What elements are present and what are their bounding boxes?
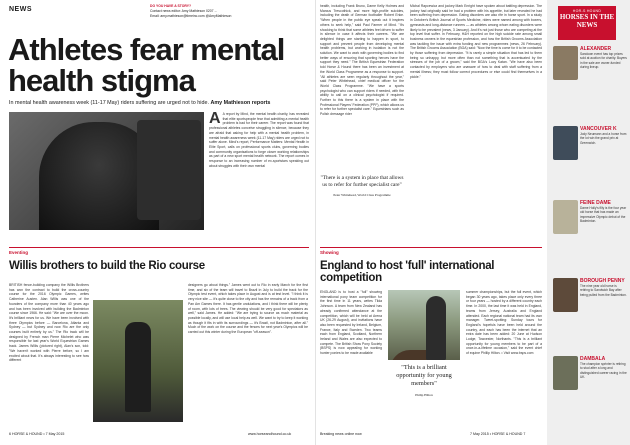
photo-rider bbox=[426, 296, 446, 360]
showing-quote-attribution: Philip Hilton bbox=[415, 393, 433, 397]
sidebar-item-title: VANCOUVER K bbox=[580, 126, 617, 132]
sidebar-item-text: The champion sprinter is retiring to stud after a long and distinguished career racing in the UK. bbox=[580, 362, 627, 379]
standfirst bbox=[9, 100, 309, 106]
photo-figure bbox=[125, 322, 151, 412]
sidebar-item-title: FEINE DAME bbox=[580, 200, 611, 206]
sidebar-thumb bbox=[553, 46, 578, 80]
showing-quote bbox=[388, 364, 460, 399]
folio-left: 6 HORSE & HOUND • 7 May 2015 bbox=[9, 432, 65, 436]
folio-url: www.horseandhound.co.uk bbox=[248, 432, 292, 436]
sidebar-item-title: ALEXANDER bbox=[580, 46, 612, 52]
pull-quote bbox=[320, 175, 404, 199]
sidebar-thumb bbox=[553, 278, 578, 312]
sidebar-item bbox=[553, 126, 627, 160]
brand-title: HORSES IN THE NEWS bbox=[559, 13, 615, 29]
section-label: Eventing bbox=[9, 250, 29, 255]
standfirst-text: In mental health awareness week (11-17 May) riders suffering are urged not to hide. bbox=[9, 100, 209, 106]
main-article-col2: health, including Frank Bruno, Dame Kelly Holmes and Marcus Trescothick, and more high-profile suicides, including the death of German footballer Robert Enke. "When people in the public eye speak out it inspires others to seek help," said Paul Farmer of Mind. "It's shocking to think that some athletes feel driven to suffer in silence in case it affects their careers. "We are delighted things are starting to happen in sport, to support and prevent people from developing mental health problems, but working in isolation is not the solution. We want to work with governing bodies to find better ways of ensuring that sporting heroes have the support they need." The British Equestrian Federation told Horse & Hound there has been an investment at the World Class Programme as a response to support. "All athletes are seen regularly throughout the year," said Peter Whitehead, chief medical officer for the World Class Programme. "We have a sports psychologist who can support riders if needed, with the ability to call on a clinical psychologist if required. Further to this there is a system in place with the Professional Players' Federation (PPF), which allows us to refer for further specialist care." Equestrians such as Polish dressage rider bbox=[320, 4, 404, 117]
sidebar-item-text: The nine year old horse is retiring to Sandwich Bay after being pulled from the Badminton. bbox=[580, 284, 627, 297]
showing-quote-text: "This is a brilliant opportunity for young members" bbox=[396, 364, 452, 387]
sidebar-thumb bbox=[553, 356, 578, 390]
contact-box bbox=[150, 4, 231, 19]
main-article-col1: A A report by Mind, the mental health charity, has revealed that elite sportspeople fear that admitting a mental health problem is bad for their career. The report was found that professional athletes conceive struggling in silence, because they are afraid that asking for help with a mental health problem, in mental health awareness week (11-17 May) riders are urged not to suffer alone. Mind's report, Performance Matters: Mental Health in Elite Sport, calls on professional sports clubs, governing bodies and community organisations to forge closer working relationships as part of a new sport mental health network. The report comes in response to an increasing number of ex-sportstars speaking out about struggles with their own mental bbox=[209, 112, 309, 168]
showing-col1: ENGLAND is to host a "full" showing international pony team competition for the first time in 11 years, writes Tilda Johnson. A team from New Zealand has already confirmed attendance at the competition, which will be held at Arena UK (26-29 August), and invitations have also been requested by Ireland, Belgium, France, Italy and Sweden. Two teams each from England, Scotland, Northern Ireland and Wales are also expected to compete. The British Show Pony Society (BSPS) is now appealing for working hunter ponies to be made available bbox=[320, 290, 382, 356]
pull-quote-attribution: Peter Whitehead, World Class Programme bbox=[333, 193, 391, 197]
byline: Amy Mathieson reports bbox=[210, 100, 271, 106]
contact-email: Email: amy.mathieson@timeinc.com @AmyMathieson bbox=[150, 14, 232, 18]
brand-box bbox=[558, 6, 616, 40]
section-rule-right bbox=[320, 247, 542, 248]
dropcap: A bbox=[209, 112, 221, 127]
photo-hat-shadow bbox=[137, 120, 201, 220]
showing-col3: summer championships, but the full event, which began 30 years ago, takes place only every three or four years — hosted by a different country each time. In 2000, the last time it was held in England, teams from Jersey, Australia and England attended. Each regional national team had its own manager. Tweet-spotting: Sunday tours for England's hopefuls have been held around the country, and each has been the internet that an extra date has been added: 20 June at Hudson Lodge, Towcester, Northants. "This is a brilliant opportunity for young members to be part of a once-in-a-lifetime occasion," said the event chief of equine Phillip Hilton. • Visit www.bsps.com bbox=[466, 290, 542, 356]
sidebar-item bbox=[553, 356, 627, 390]
contact-heading: DO YOU HAVE A STORY? bbox=[150, 4, 192, 8]
showing-headline: England to host 'full' international competition bbox=[320, 260, 495, 284]
folio-right-left: Breaking news online now bbox=[320, 432, 362, 436]
brand-small: HOR-S HOUND bbox=[572, 9, 602, 13]
folio-right-page: 7 May 2015 • HORSE & HOUND 7 bbox=[470, 432, 526, 436]
section-rule bbox=[9, 247, 309, 248]
lead-photo bbox=[9, 112, 204, 230]
sidebar-item-text: Dame Holly's filly is the four year old horse that has made an impressive Olympic debut of the Badminton. bbox=[580, 206, 627, 223]
sidebar-item bbox=[553, 200, 627, 234]
sidebar-thumb bbox=[553, 126, 578, 160]
main-article-col3: Michal Rapcewicz and jockey Mark Enright have spoken about battling depression. The jockey had originally said he had a problem with his appetite, but later revealed he had been suffering from depression. Eating disorders are also rife in horse sport. In a study in October's British Journal of Sports Medicine, riders were named among with boxers, gymnasts and long-distance runners — as athletes among whom eating disorders were likely to be prevalent (news, 3 January). And it's not just those who are competing at the top level that suffer. In February, H&H reported on the high suicide rate among small business owners in the equestrian profession, and how the British Grooms Association was tackling the issue with extra funding and new programmes (news, 26 February). The British Grooms Association (BGA) said: "Now the time is come for it to be contacted by those suffering from depression. "It is rarely a simple situation that has led to them being so unhappy, but more often than not something that is accentuated by the stresses of the job of a groom," said the BGA's Lucy Katan. "We have also been contacted by employers who are unaware of how to deal with staff suffering from a mental illness; they must follow correct procedures or else could find themselves in a pickle." bbox=[410, 4, 542, 79]
sidebar-item-title: BOROUGH PENNY bbox=[580, 278, 625, 284]
spacer-2 bbox=[8, 236, 9, 237]
pull-quote-text: "There is a system in place that allows us to refer for further specialist care" bbox=[320, 175, 404, 188]
eventing-headline: Willis brothers to build the Rio course bbox=[9, 260, 205, 272]
willis-photo bbox=[93, 300, 183, 422]
sidebar-thumb bbox=[553, 200, 578, 234]
eventing-col1: BRITISH fence-building company the Willis Brothers has won the contract to build the cross-country course for the 2016 Olympic Games, writes Catherine Austen. Alan Willis was one of the founders of the company more than 40 years ago and has been involved with building the Badminton course since 1966. He said: "We are over the moon. It's brilliant news for us. We have been involved with three Olympics before — Barcelona, Atlanta and Sydney — but Sydney and now Rio are the only courses built entirely by us." The Rio track will be designed by French man Pierre Michelet who was responsible for last year's World Equestrian Games track. James Willis (pictured right), Alan's son, told: "We haven't worked with Pierre before, so I am excited about that. It's always interesting to see how different bbox=[9, 283, 89, 363]
section-tag: NEWS bbox=[9, 6, 32, 13]
sidebar-item-title: DAMBALA bbox=[580, 356, 606, 362]
section-label-right: Showing bbox=[320, 250, 339, 255]
sidebar-item bbox=[553, 278, 627, 312]
eventing-col2: designers go about things." James went out to Rio in early March for the first time, and six of the team will travel to Brazil in July to build the track for the Olympic test event, which takes place in August and is at test level. "I think it is very nice site — it's quite close to the city and has the remains of a track from a Pan Am Games there. It has gentle undulations, and I think there will be plenty of room, with lots of trees. The viewing should be very good for spectators as well," said James. He added: "We are trying to source as much material as possible locally, and will use local help as well. We want to try to keep it working as though it fits in with its surroundings — it's Brazil, not Badminton, after all." Much of the work on the course and the fences for next year's Olympics will be carried out this winter during the European "off-season". bbox=[188, 283, 308, 335]
main-headline: Athletes fear mental health stigma bbox=[8, 32, 285, 98]
sidebar-item-text: Sandown event has top prizes sold at auction for charity. Buyers in the sale are owner-funded during lineup. bbox=[580, 52, 627, 69]
contact-line: Contact news editor: Amy Mathieson 0207 ... bbox=[150, 9, 218, 13]
sidebar-item bbox=[553, 46, 627, 80]
sidebar-item-text: Jody Neumann and a horse from the lot win the grand prix at Greenwich. bbox=[580, 132, 627, 145]
showing-photo bbox=[388, 290, 460, 360]
